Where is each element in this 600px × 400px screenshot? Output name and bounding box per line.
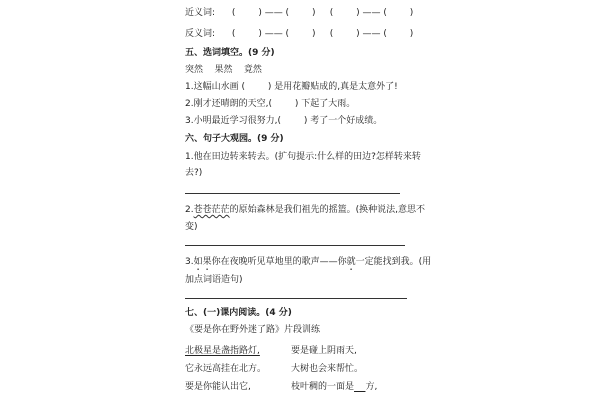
poem-right-1: 要是碰上阴雨天,: [291, 346, 357, 356]
wavy-phrase: 苍苍茫茫: [193, 205, 230, 215]
section5-q3[interactable]: 3.小明最近学习很努力,( ) 考了一个好成绩。: [185, 116, 383, 126]
fill-blank[interactable]: [354, 382, 365, 392]
section5-q1[interactable]: 1.这幅山水画 ( ) 是用花瓣贴成的,真是太意外了!: [185, 82, 398, 92]
section7-subtitle: 《要是你在野外迷了路》片段训练: [185, 325, 321, 335]
poem-left-3: 要是你能认出它,: [185, 382, 251, 392]
antonyms-line: [185, 28, 413, 40]
section6-q3-line1: 3.如果你在夜晚听见草地里的歌声——你就一定能找到我。(用: [185, 257, 432, 267]
synonyms-line: [185, 7, 413, 19]
answer-line-3[interactable]: [185, 298, 407, 299]
section6-q1-line1: 1.他在田边转来转去。(扩句提示:什么样的田边?怎样转来转: [185, 152, 421, 162]
poem-right-3: 枝叶稠的一面是 方,: [291, 382, 378, 392]
dotted-word-2: 就: [346, 257, 356, 267]
antonyms-label: 反义词:: [185, 29, 216, 39]
section7-title: 七、(一)课内阅读。(4 分): [185, 308, 292, 318]
synonyms-label: 近义词:: [185, 8, 216, 18]
antonyms-blanks[interactable]: ( ) —— ( ) ( ) —— ( ): [231, 29, 414, 39]
section5-choices: 突然 果然 竟然: [185, 65, 262, 75]
section5-title: 五、选词填空。(9 分): [185, 48, 275, 58]
synonyms-blanks[interactable]: ( ) —— ( ) ( ) —— ( ): [231, 8, 414, 18]
section6-title: 六、句子大观园。(9 分): [185, 134, 284, 144]
poem-left-1: 北极星是盏指路灯,: [185, 346, 260, 356]
answer-line-2[interactable]: [185, 245, 405, 246]
section5-q2[interactable]: 2.刚才还晴朗的天空,( ) 下起了大雨。: [185, 99, 356, 109]
poem-left-2: 它永远高挂在北方。: [185, 364, 267, 374]
dotted-word-1: 如果: [193, 257, 212, 267]
section6-q1-line2: 去?): [185, 168, 203, 178]
answer-line-1[interactable]: [185, 193, 400, 194]
section6-q2-line1: 2.苍苍茫茫的原始森林是我们祖先的摇篮。(换种说法,意思不: [185, 205, 425, 215]
section6-q3-line2: 加点词语造句): [185, 275, 243, 285]
poem-right-2: 大树也会来帮忙。: [291, 364, 364, 374]
section6-q2-line2: 变): [185, 222, 198, 232]
